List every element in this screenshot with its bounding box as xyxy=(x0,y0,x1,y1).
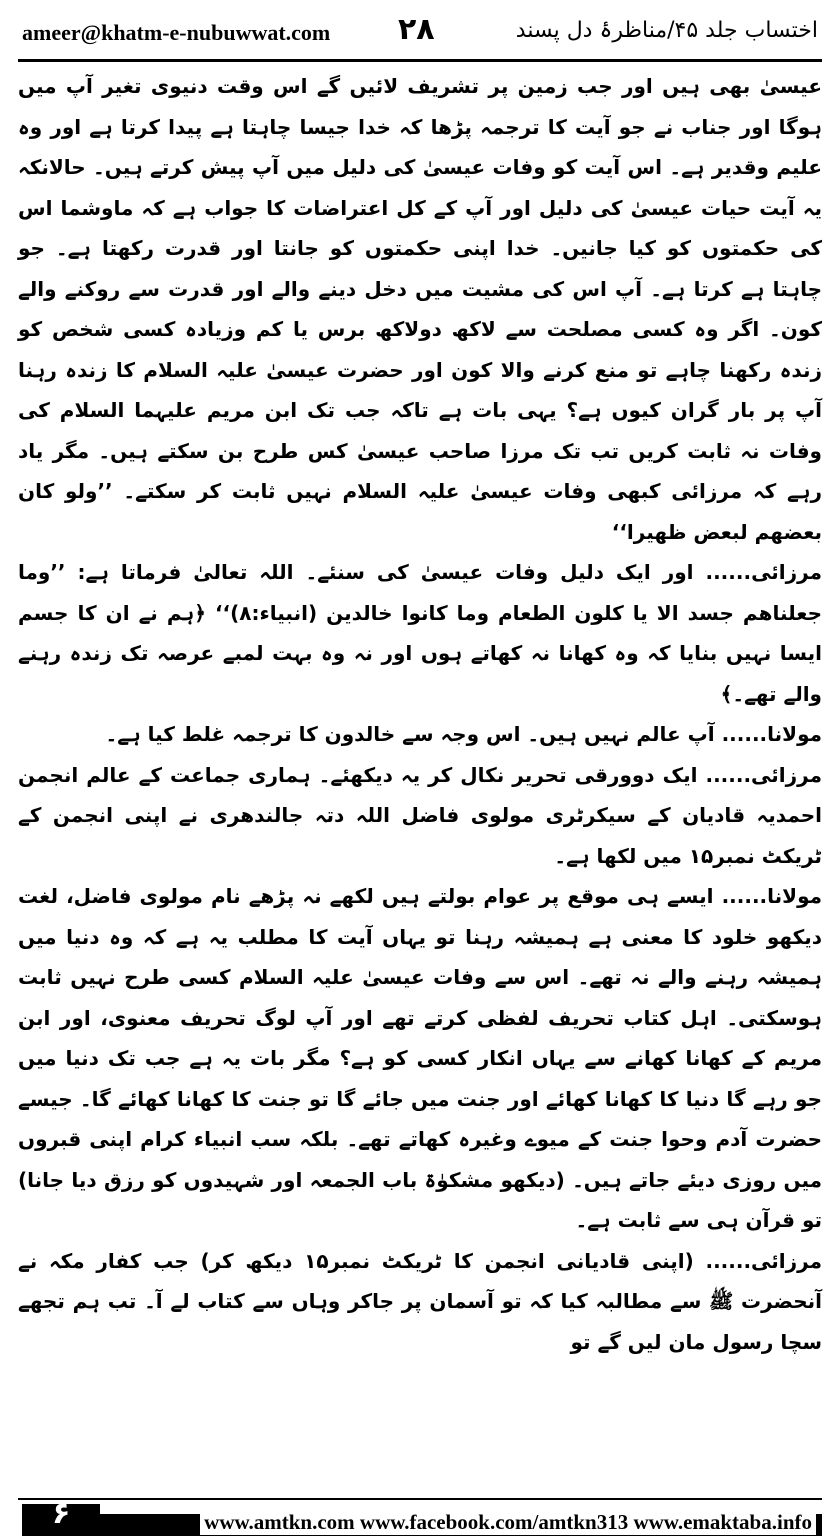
header-title: اختساب جلد ۴۵/مناظرۂ دل پسند xyxy=(515,18,818,43)
page-body xyxy=(18,66,822,1362)
paragraph-2: مرزائی...... اور ایک دلیل وفات عیسیٰ کی سنئے۔ اللہ تعالیٰ فرماتا ہے: ’’وما جعلناهم جسد الا یا کلون الطعام وما کانوا خالدین (انبیاء:۸)‘‘ ﴿ہم نے ان کا جسم ایسا نہیں بنایا کہ وہ کھانا نہ کھاتے ہوں اور نہ وہ بہت لمبے عرصہ تک زندہ رہنے والے تھے۔﴾ xyxy=(18,560,823,706)
page-header xyxy=(0,0,840,60)
header-page-number: ۲۸ xyxy=(398,12,435,47)
paragraph-1: عیسیٰ بھی ہیں اور جب زمین پر تشریف لائیں گے اس وقت دنیوی تغیر آپ میں ہوگا اور جناب نے جو آیت کا ترجمہ پڑھا کہ خدا جیسا چاہتا ہے پیدا کرتا ہے اور وہ علیم وقدیر ہے۔ اس آیت کو وفات عیسیٰ کی دلیل میں آپ پیش کرتے ہیں۔ حالانکہ یہ آیت حیات عیسیٰ کی دلیل اور آپ کے کل اعتراضات کا جواب ہے کہ ماوشما اس کی حکمتوں کو کیا جانیں۔ خدا اپنی حکمتوں کو جانتا اور قدرت رکھتا ہے۔ جو چاہتا ہے کرتا ہے۔ آپ اس کی مشیت میں دخل دینے والے اور قدرت سے روکنے والے کون۔ اگر وہ کسی مصلحت سے لاکھ دولاکھ برس یا کم وزیادہ کسی شخص کو زندہ رکھنا چاہے تو منع کرنے والا کون اور حضرت عیسیٰ علیہ السلام کا زندہ رہنا آپ پر بار گران کیوں ہے؟ یہی بات ہے تاکہ جب تک ابن مریم علیہما السلام کی وفات نہ ثابت کریں تب تک مرزا صاحب عیسیٰ کس طرح بن سکتے ہیں۔ مگر یاد رہے کہ مرزائی کبھی وفات عیسیٰ علیہ السلام نہیں ثابت کر سکتے۔ ’’ولو کان بعضهم لبعض ظهیرا‘‘ xyxy=(18,74,822,544)
footer-page-number: ۶ xyxy=(52,1496,71,1531)
footer-rule xyxy=(18,1498,822,1500)
paragraph-5: مولانا...... ایسے ہی موقع پر عوام بولتے ہیں لکھے نہ پڑھے نام مولوی فاضل، لغت دیکھو خلود کا معنی ہے ہمیشہ رہنا تو یہاں آیت کا مطلب یہ ہے کہ وہ دنیا میں ہمیشہ رہنے والے نہ تھے۔ اس سے وفات عیسیٰ علیہ السلام کسی طرح نہیں ثابت ہوسکتی۔ اہل کتاب تحریف لفظی کرتے تھے اور آپ لوگ تحریف معنوی، اور ابن مریم کے کھانا کھانے سے یہاں انکار کسی کو ہے؟ مگر بات یہ ہے جب تک دنیا میں جو رہے گا دنیا کا کھانا کھائے اور جنت میں جائے گا تو جنت کا کھانا کھائے گا۔ جیسے حضرت آدم وحوا جنت کے میوے وغیرہ کھاتے تھے۔ بلکہ سب انبیاء کرام اپنی قبروں میں روزی دیئے جاتے ہیں۔ (دیکھو مشکوٰۃ باب الجمعہ اور شہیدوں کو رزق دیا جانا) تو قرآن ہی سے ثابت ہے۔ xyxy=(18,884,823,1232)
footer-links[interactable]: www.amtkn.com www.facebook.com/amtkn313 www.emaktaba.info xyxy=(200,1510,816,1535)
paragraph-3: مولانا...... آپ عالم نہیں ہیں۔ اس وجہ سے خالدون کا ترجمہ غلط کیا ہے۔ xyxy=(105,722,822,746)
paragraph-4: مرزائی...... ایک دوورقی تحریر نکال کر یہ دیکھئے۔ ہماری جماعت کے عالم انجمن احمدیہ قادیان کے سیکرٹری مولوی فاضل اللہ دتہ جالندھری نے اپنی انجمن کے ٹریکٹ نمبر۱۵ میں لکھا ہے۔ xyxy=(18,762,822,868)
paragraph-6: مرزائی...... (اپنی قادیانی انجمن کا ٹریکٹ نمبر۱۵ دیکھ کر) جب کفار مکہ نے آنحضرت ﷺ سے مطالبہ کیا کہ تو آسمان پر جاکر وہاں سے کتاب لے آ۔ تب ہم تجھے سچا رسول مان لیں گے تو xyxy=(18,1248,822,1354)
header-rule xyxy=(18,59,822,62)
page-footer xyxy=(0,1496,840,1540)
header-email: ameer@khatm-e-nubuwwat.com xyxy=(22,20,331,45)
